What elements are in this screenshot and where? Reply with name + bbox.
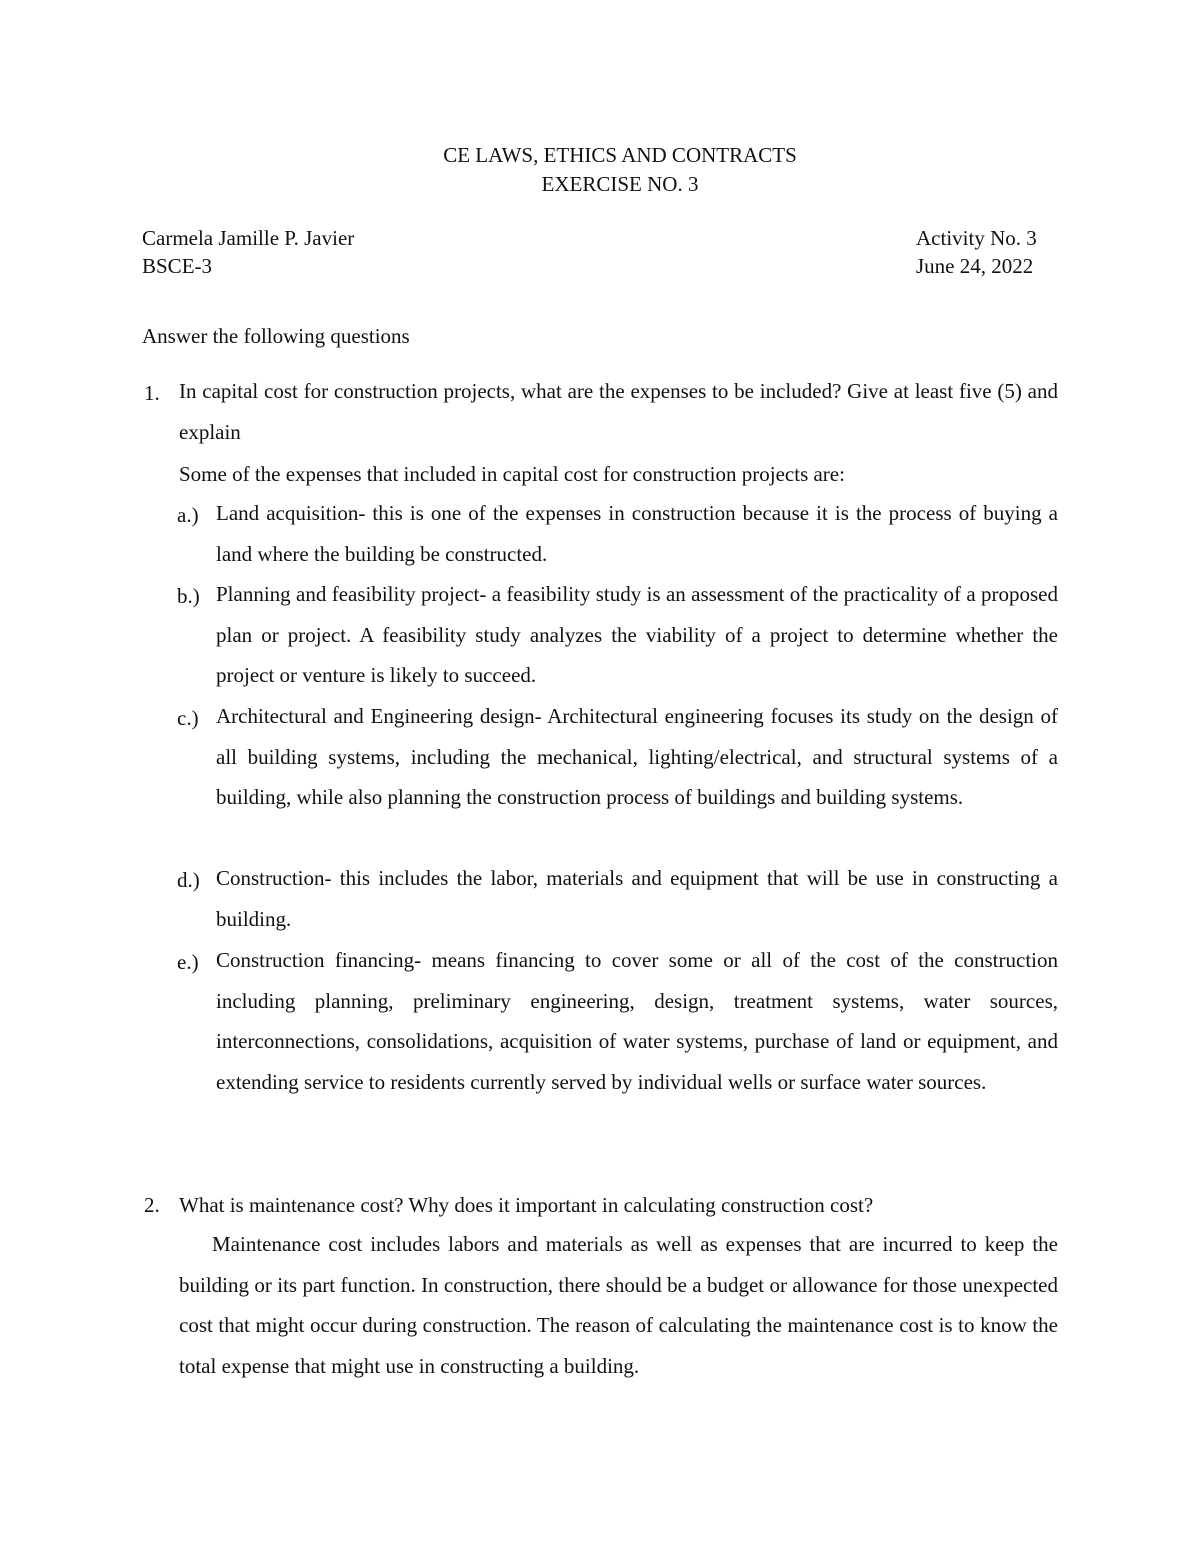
activity-number: Activity No. 3: [916, 226, 1037, 250]
list-item-text: Construction financing- means financing to cover some or all of the cost of the construction including planning, preliminary engineering, design, treatment systems, water sources, interconnections, consolidations, acquisition of water systems, purchase of land or equipment, and extending service to residents currently served by individual wells or surface water sources.: [216, 948, 1058, 1095]
student-section: BSCE-3: [142, 254, 213, 278]
answer-paragraph: Maintenance cost includes labors and materials as well as expenses that are incurred to keep the building or its part function. In construction, there should be a budget or allowance for those unexpected cost that might occur during construction. The reason of calculating the maintenance cost is to know the total expense that might use in constructing a building.: [179, 1232, 1058, 1379]
list-item-text: Architectural and Engineering design- Architectural engineering focuses its study on the design of all building systems, including the mechanical, lighting/electrical, and structural systems of a building, while also planning the construction process of buildings and building systems.: [216, 704, 1058, 810]
question-text: What is maintenance cost? Why does it important in calculating construction cost?: [179, 1193, 874, 1217]
question-number: 2.: [144, 1193, 160, 1217]
list-item-text: Land acquisition- this is one of the expenses in construction because it is the process of buying a land where the building be constructed.: [216, 501, 1058, 566]
list-item-text: Construction- this includes the labor, materials and equipment that will be use in constructing a building.: [216, 866, 1058, 931]
instructions: Answer the following questions: [142, 324, 410, 348]
list-item-label: e.): [177, 950, 199, 974]
list-item-label: c.): [177, 706, 199, 730]
list-item-label: b.): [177, 584, 200, 608]
list-item-text: Planning and feasibility project- a feasibility study is an assessment of the practicality of a proposed plan or project. A feasibility study analyzes the viability of a project to determine whether the project or venture is likely to succeed.: [216, 582, 1058, 688]
submission-date: June 24, 2022: [916, 254, 1034, 278]
question-text: In capital cost for construction projects, what are the expenses to be included? Give at least five (5) and explain: [179, 379, 1058, 444]
document-subtitle: EXERCISE NO. 3: [541, 172, 699, 196]
list-item-label: a.): [177, 503, 199, 527]
question-number: 1.: [144, 381, 160, 405]
document-title: CE LAWS, ETHICS AND CONTRACTS: [443, 143, 797, 167]
list-item-label: d.): [177, 868, 200, 892]
answer-intro: Some of the expenses that included in capital cost for construction projects are:: [179, 462, 845, 486]
student-name: Carmela Jamille P. Javier: [142, 226, 355, 250]
